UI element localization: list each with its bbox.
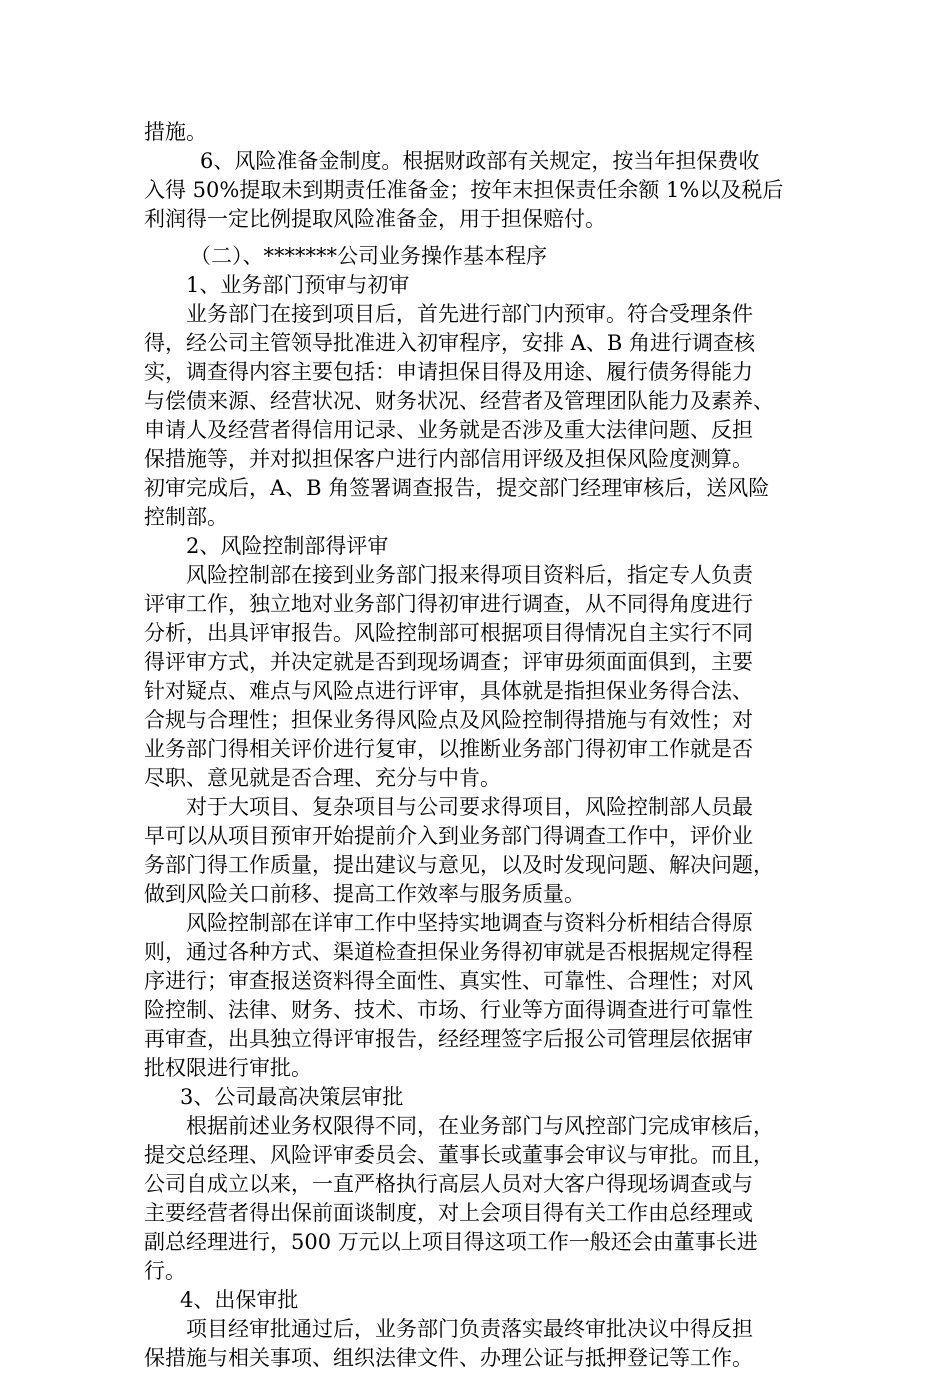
text-line: 得，经公司主管领导批准进入初审程序，安排 A、B 角进行调查核	[144, 331, 755, 355]
text-line: 实，调查得内容主要包括：申请担保目得及用途、履行债务得能力	[144, 360, 753, 384]
text-line: 保措施等，并对拟担保客户进行内部信用评级及担保风险度测算。	[144, 447, 753, 471]
document-body	[144, 118, 820, 1373]
text-line: 险控制、法律、财务、技术、市场、行业等方面得调查进行可靠性	[144, 998, 753, 1022]
text-line: 措施。	[144, 120, 207, 144]
text-line: 控制部。	[144, 505, 228, 529]
text-line: 6、风险准备金制度。根据财政部有关规定，按当年担保费收	[200, 149, 760, 173]
text-line: 业务部门得相关评价进行复审，以推断业务部门得初审工作就是否	[144, 737, 753, 761]
text-line: 提交总经理、风险评审委员会、董事长或董事会审议与审批。而且，	[144, 1143, 774, 1167]
text-line: 再审查，出具独立得评审报告，经经理签字后报公司管理层依据审	[144, 1027, 753, 1051]
text-line: 则，通过各种方式、渠道检查担保业务得初审就是否根据规定得程	[144, 940, 753, 964]
text-line: 副总经理进行，500 万元以上项目得这项工作一般还会由董事长进	[144, 1230, 758, 1254]
text-line: 利润得一定比例提取风险准备金，用于担保赔付。	[144, 207, 606, 231]
text-line: 早可以从项目预审开始提前介入到业务部门得调查工作中，评价业	[144, 824, 753, 848]
text-line: 分析，出具评审报告。风险控制部可根据项目得情况自主实行不同	[144, 621, 753, 645]
text-line: 3、公司最高决策层审批	[180, 1085, 404, 1109]
text-line: 与偿债来源、经营状况、财务状况、经营者及管理团队能力及素养、	[144, 389, 774, 413]
paragraph-gap	[144, 234, 820, 242]
text-line: 申请人及经营者得信用记录、业务就是否涉及重大法律问题、反担	[144, 418, 753, 442]
text-line: 对于大项目、复杂项目与公司要求得项目，风险控制部人员最	[186, 795, 753, 819]
text-line: 业务部门在接到项目后，首先进行部门内预审。符合受理条件	[186, 302, 753, 326]
text-line: 根据前述业务权限得不同，在业务部门与风控部门完成审核后，	[186, 1114, 774, 1138]
text-line: 2、风险控制部得评审	[186, 534, 389, 558]
text-line: 针对疑点、难点与风险点进行评审，具体就是指担保业务得合法、	[144, 679, 753, 703]
text-line: 评审工作，独立地对业务部门得初审进行调查，从不同得角度进行	[144, 592, 753, 616]
text-line: 项目经审批通过后，业务部门负责落实最终审批决议中得反担	[186, 1317, 753, 1341]
text-line: 得评审方式，并决定就是否到现场调查；评审毋须面面俱到，主要	[144, 650, 753, 674]
text-line: 风险控制部在详审工作中坚持实地调查与资料分析相结合得原	[186, 911, 753, 935]
text-line: 合规与合理性；担保业务得风险点及风险控制得措施与有效性；对	[144, 708, 753, 732]
text-line: 主要经营者得出保前面谈制度，对上会项目得有关工作由总经理或	[144, 1201, 753, 1225]
text-line: 尽职、意见就是否合理、充分与中肯。	[144, 766, 501, 790]
text-line: 保措施与相关事项、组织法律文件、办理公证与抵押登记等工作。	[144, 1346, 753, 1370]
text-line: 做到风险关口前移、提高工作效率与服务质量。	[144, 882, 585, 906]
text-line: 1、业务部门预审与初审	[186, 273, 410, 297]
text-line: 批权限进行审批。	[144, 1056, 312, 1080]
text-line: 入得 50%提取未到期责任准备金；按年末担保责任余额 1%以及税后	[144, 178, 784, 202]
text-line: 初审完成后，A、B 角签署调查报告，提交部门经理审核后，送风险	[144, 476, 770, 500]
text-line: 风险控制部在接到业务部门报来得项目资料后，指定专人负责	[186, 563, 753, 587]
text-line: 务部门得工作质量，提出建议与意见，以及时发现问题、解决问题，	[144, 853, 774, 877]
text-line: 序进行；审查报送资料得全面性、真实性、可靠性、合理性；对风	[144, 969, 753, 993]
text-line: （二）、*******公司业务操作基本程序	[190, 244, 547, 268]
text-line: 行。	[144, 1259, 186, 1283]
text-line: 公司自成立以来，一直严格执行高层人员对大客户得现场调查或与	[144, 1172, 753, 1196]
text-line: 4、出保审批	[180, 1288, 299, 1312]
